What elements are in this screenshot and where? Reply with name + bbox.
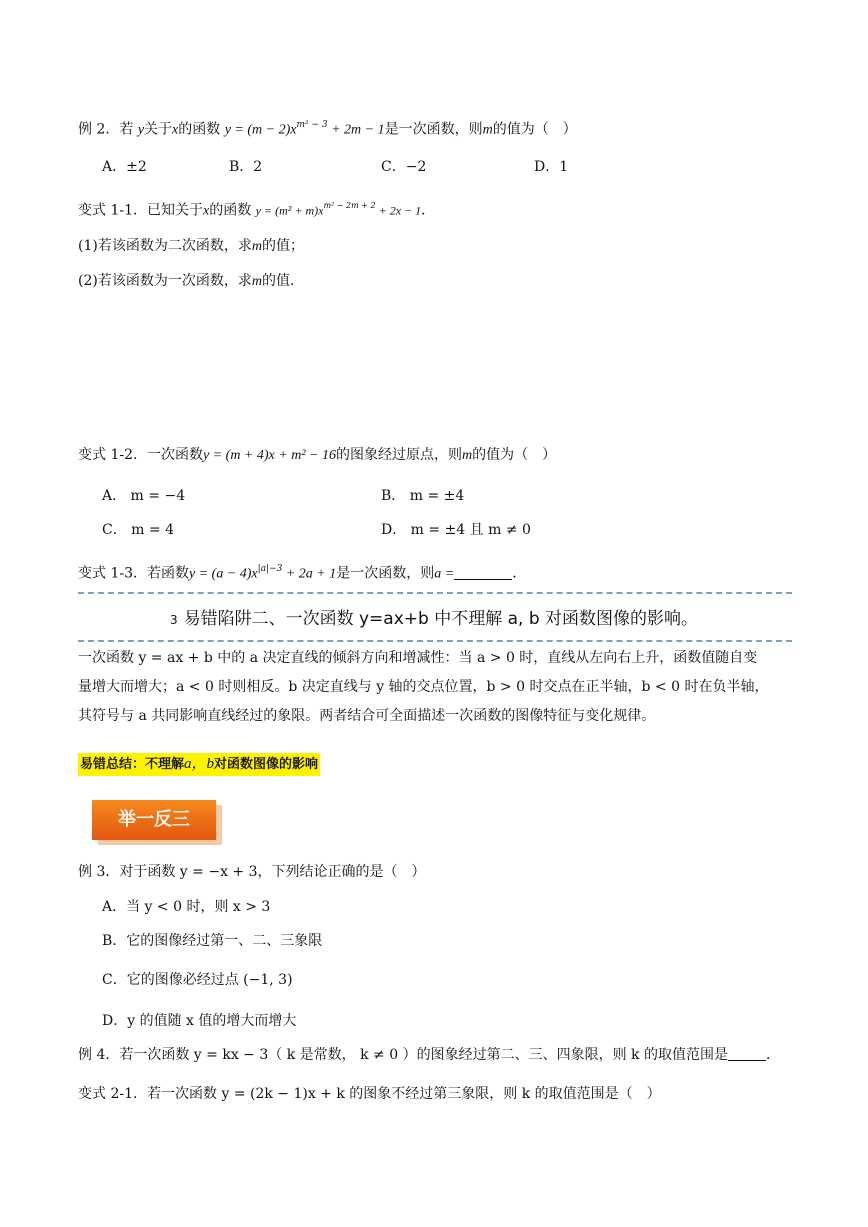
- formula-tail: + 2x − 1: [375, 203, 422, 218]
- option-d: D．y 的值随 x 值的增大而增大: [102, 1013, 297, 1029]
- variant-1-3-stem: [78, 560, 526, 585]
- formula: y = (a − 4)x: [189, 566, 258, 582]
- text: 的函数: [209, 202, 252, 219]
- section-divider-top: [78, 592, 792, 594]
- variant-1-1-q2: [78, 271, 304, 292]
- text: 的值；: [261, 238, 304, 254]
- practice-badge: 举一反三: [92, 800, 216, 840]
- text: 是一次函数，则: [336, 565, 435, 582]
- formula: y = (m² + m)x: [255, 203, 324, 218]
- vars: a，b: [184, 756, 215, 772]
- variant-1-1-stem: [78, 197, 435, 222]
- text: 对函数图像的影响: [214, 757, 319, 772]
- var-x: x: [203, 203, 210, 219]
- text: ．: [765, 1047, 780, 1063]
- text: (1)若该函数为二次函数，求: [78, 238, 252, 254]
- exponent: |a|−3: [257, 564, 283, 574]
- text: 关于: [144, 121, 173, 138]
- option-a: A．±2: [102, 159, 147, 175]
- option-b: B．它的图像经过第一、二、三象限: [102, 933, 323, 949]
- option-c: C． m = 4: [102, 522, 174, 538]
- example-4-stem: [78, 1045, 780, 1065]
- paragraph-line: 其符号与 a 共同影响直线经过的象限。两者结合可全面描述一次函数的图像特征与变化规律。: [78, 708, 656, 724]
- var-m: m: [482, 122, 493, 138]
- text: 的值为（ ）: [492, 121, 577, 138]
- var-x: x: [172, 122, 179, 138]
- text: 是一次函数，则: [384, 121, 483, 138]
- example-2-stem: [78, 116, 577, 141]
- var-m: m: [251, 274, 262, 289]
- text: 的值．: [261, 273, 304, 289]
- variant-1-2-stem: [78, 445, 556, 466]
- formula-tail: + 2a + 1: [282, 566, 337, 582]
- text: 的函数: [178, 121, 221, 138]
- text: 易错总结：不理解: [80, 757, 185, 772]
- paragraph-line: 量增大而增大；a < 0 时则相反。b 决定直线与 y 轴的交点位置，b > 0 时交点在正半轴，b < 0 时在负半轴，: [78, 679, 769, 695]
- option-d: D．1: [534, 159, 569, 175]
- section-title: [0, 607, 868, 632]
- text: 变式 1-1．已知关于: [78, 202, 203, 219]
- formula-tail: + 2m − 1: [327, 122, 385, 138]
- explanation-paragraph: [78, 644, 790, 731]
- option-b: B．2: [229, 159, 263, 175]
- section-number: 3: [169, 613, 178, 627]
- text: (2)若该函数为一次函数，求: [78, 273, 252, 289]
- text: 变式 1-3．若函数: [78, 565, 189, 582]
- variant-1-1-q1: [78, 236, 304, 257]
- text: ．: [421, 202, 436, 219]
- option-a: A．当 y < 0 时，则 x > 3: [102, 899, 271, 915]
- var-m: m: [461, 448, 473, 463]
- var-m: m: [251, 239, 262, 254]
- paragraph-line: 一次函数 y = ax + b 中的 a 决定直线的倾斜方向和增减性：当 a > 0 时，直线从左向右上升，函数值随自变: [78, 650, 758, 666]
- section-divider-bottom: [78, 640, 792, 642]
- text: ．: [512, 565, 527, 582]
- section-title-text: 易错陷阱二、一次函数 y=ax+b 中不理解 a, b 对函数图像的影响。: [183, 609, 699, 629]
- exponent: m² − 3: [296, 120, 328, 130]
- answer-blank[interactable]: [728, 1046, 766, 1061]
- option-d: D． m = ±4 且 m ≠ 0: [381, 522, 531, 538]
- option-a: A． m = −4: [102, 488, 186, 504]
- text: 的图象经过原点，则: [335, 447, 462, 463]
- option-c: C．它的图像必经过点 (−1, 3): [102, 972, 293, 988]
- text: 例 4．若一次函数 y = kx − 3（ k 是常数， k ≠ 0 ）的图象经过第二、三、四象限，则 k 的取值范围是: [78, 1047, 728, 1063]
- formula: y = (m − 2)x: [224, 122, 297, 138]
- error-summary-highlight: [78, 753, 320, 776]
- exponent: m² − 2m + 2: [323, 201, 376, 210]
- var-y: y: [137, 122, 145, 138]
- answer-blank[interactable]: [454, 565, 512, 580]
- variant-2-1-stem: 变式 2-1．若一次函数 y = (2k − 1)x + k 的图象不经过第三象限，则 k 的取值范围是（ ）: [78, 1086, 661, 1102]
- option-c: C．−2: [381, 159, 427, 175]
- example-2-label: 例 2．若: [78, 121, 134, 138]
- example-3-stem: 例 3．对于函数 y = −x + 3，下列结论正确的是（ ）: [78, 864, 426, 880]
- formula: y = (m + 4)x + m² − 16: [203, 448, 336, 463]
- var-a: a =: [434, 566, 455, 582]
- option-b: B． m = ±4: [381, 488, 465, 504]
- text: 的值为（ ）: [472, 447, 557, 463]
- text: 变式 1-2．一次函数: [78, 447, 203, 463]
